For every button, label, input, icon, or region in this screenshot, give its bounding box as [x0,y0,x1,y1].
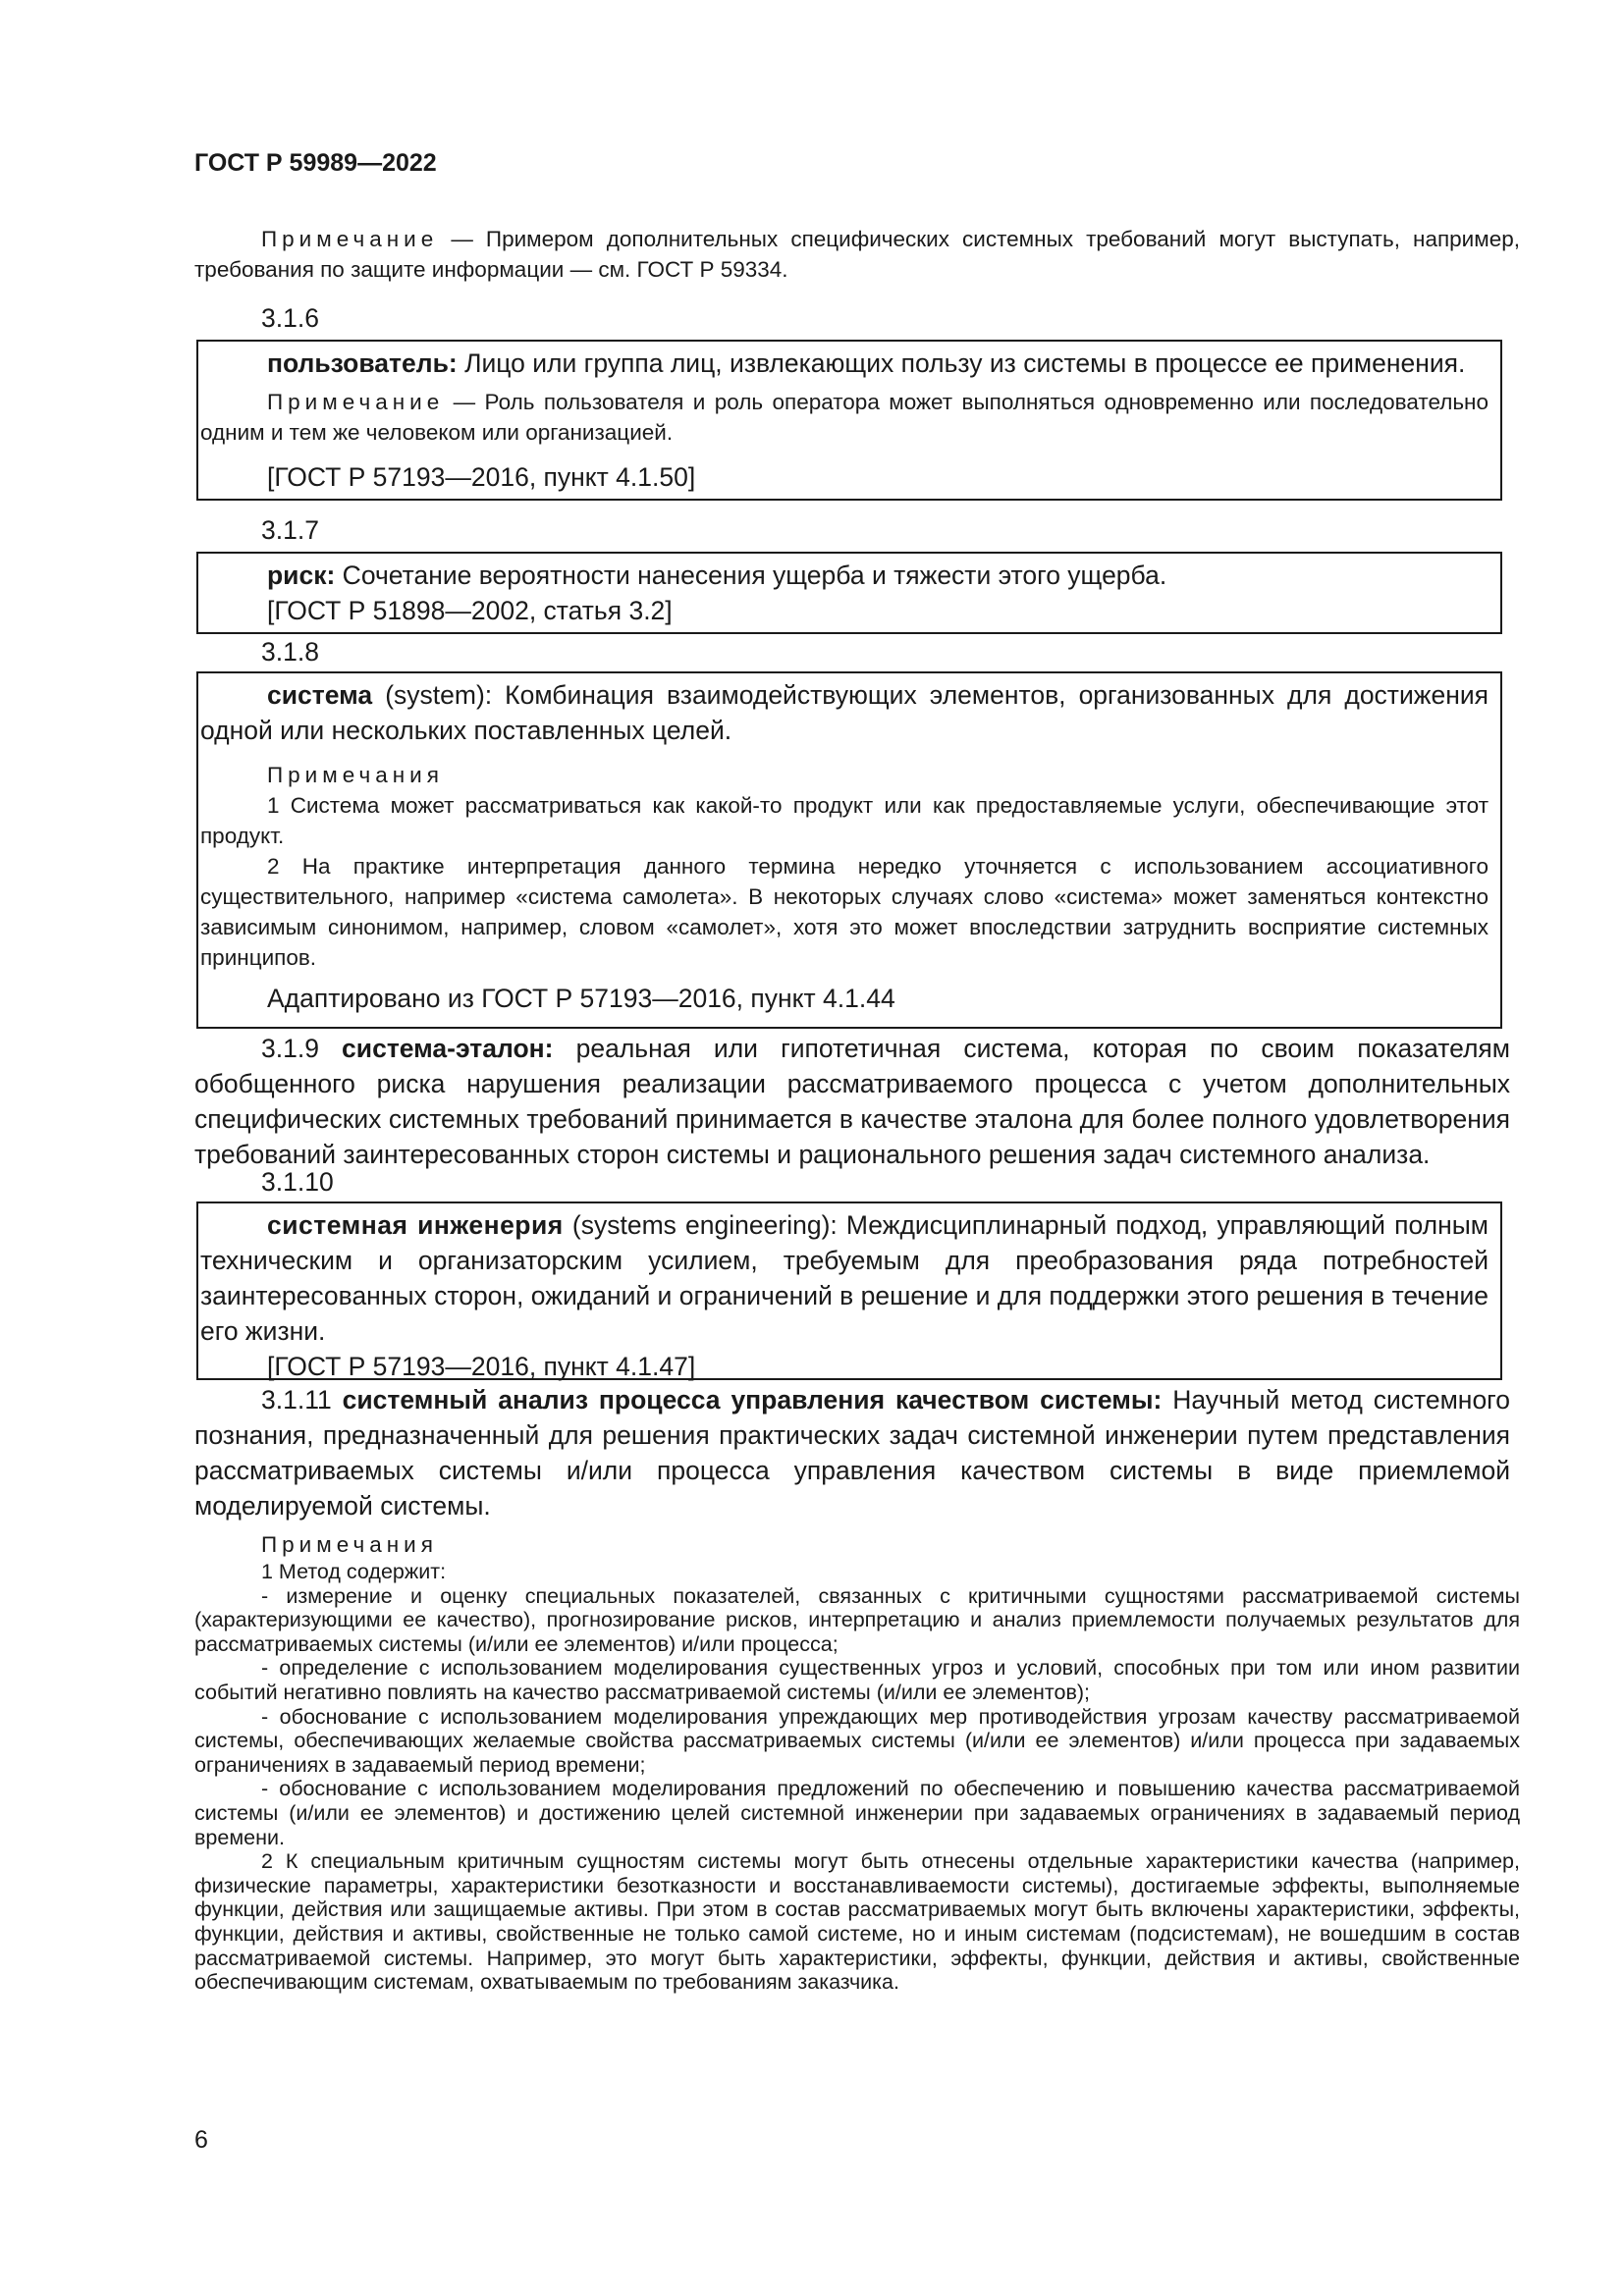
note-1-bullet-1: - измерение и оценку специальных показателей, связанных с критичными сущностями рассматриваемой системы (характеризующими ее качество), прогнозирование рисков, интерпретацию и анализ приемлемости получаемых результатов для рассматриваемых системы (и/или ее элементов) и/или процесса; [194,1583,1520,1656]
term-definition: реальная или гипотетичная система, которая по своим показателям обобщенного риска нарушения реализации рассматриваемого процесса с учетом дополнительных специфических системных требований принимается в качестве эталона для более полного удовлетворения требований заинтересованных сторон системы и рационального решения задач системного анализа. [194,1034,1510,1169]
term-ref-3-1-10: [ГОСТ Р 57193—2016, пункт 4.1.47] [267,1352,696,1381]
note-2: 2 К специальным критичным сущностям системы могут быть отнесены отдельные характеристики качества (например, физические параметры, характеристики безотказности и восстанавливаемости системы), достигаемые эффекты, выполняемые функции, действия или защищаемые активы. При этом в состав рассматриваемых могут быть включены характеристики, эффекты, функции, действия и активы, свойственные не только самой системе, но и иным системам (подсистемам), не вошедшим в состав рассматриваемой системы. Например, это могут быть характеристики, эффекты, функции, действия и активы, свойственные обеспечивающим системам, охватываемым по требованиям заказчика. [194,1849,1520,1995]
page-number: 6 [194,2126,208,2154]
term-title: риск: [267,561,336,590]
note-1-3-1-8: 1 Система может рассматриваться как какой-то продукт или как предоставляемые услуги, обеспечивающие этот продукт. [200,793,1489,848]
note-1-bullet-3: - обоснование с использованием моделирования упреждающих мер противодействия угрозам качеству рассматриваемой системы, обеспечивающих желаемые свойства рассматриваемых системы (и/или ее элементов) и/или процесса при задаваемых ограничениях в задаваемый период времени; [194,1704,1520,1777]
document-header: ГОСТ Р 59989—2022 [194,149,437,177]
term-ref-3-1-7: [ГОСТ Р 51898—2002, статья 3.2] [267,596,673,625]
term-def-3-1-10 [200,1207,1489,1349]
notes-body-3-1-11 [194,1560,1520,1995]
note-2-3-1-8: 2 На практике интерпретация данного термина нередко уточняется с использованием ассоциативного существительного, например «система самолета». В некоторых случаях слово «система» может заменяться контекстно зависимым синонимом, например, словом «самолет», хотя это может впоследствии затруднить восприятие системных принципов. [200,854,1489,970]
note-1-bullet-2: - определение с использованием моделирования существенных угроз и условий, способных при том или ином развитии событий негативно повлиять на качество рассматриваемой системы (и/или ее элементов); [194,1656,1520,1704]
term-def-3-1-7 [200,558,1489,593]
term-number: 3.1.11 [261,1385,343,1415]
term-ref-3-1-6: [ГОСТ Р 57193—2016, пункт 4.1.50] [267,462,696,492]
term-title: системный анализ процесса управления качеством системы: [342,1385,1163,1415]
note-1-bullet-4: - обоснование с использованием моделирования предложений по обеспечению и повышению качества рассматриваемой системы (и/или ее элементов) и достижению целей системной инженерии при задаваемых ограничениях в задаваемый период времени. [194,1777,1520,1849]
term-3-1-11 [194,1382,1510,1523]
term-number-3-1-6: 3.1.6 [261,303,319,333]
term-definition: Научный метод системного познания, предназначенный для решения практических задач системной инженерии путем представления рассматриваемых системы и/или процесса управления качеством системы в виде приемлемой моделируемой системы. [194,1385,1511,1521]
term-box-3-1-8 [196,671,1502,1029]
term-box-3-1-10 [196,1201,1502,1380]
term-ref-3-1-8: Адаптировано из ГОСТ Р 57193—2016, пункт 4.1.44 [267,984,895,1013]
note-top [194,224,1520,285]
term-number: 3.1.9 [261,1034,343,1063]
term-title: система-эталон: [342,1034,554,1063]
note-text: — Роль пользователя и роль оператора может выполняться одновременно или последовательно одним и тем же человеком или организацией. [200,390,1489,445]
term-title: пользователь: [267,348,458,378]
term-def-3-1-6 [200,346,1489,381]
notes-label-3-1-11: Примечания [261,1532,438,1557]
term-box-3-1-6 [196,340,1502,501]
term-definition: (systems engineering): Междисциплинарный подход, управляющий полным техническим и организаторским усилием, требуемым для преобразования ряда потребностей заинтересованных сторон, ожиданий и ограничений в решение и для поддержки этого решения в течение его жизни. [200,1210,1489,1346]
note-top-label: Примечание [261,227,439,251]
note-top-text: — Примером дополнительных специфических системных требований могут выступать, например, требования по защите информации — см. ГОСТ Р 59334. [194,227,1520,282]
term-number-3-1-7: 3.1.7 [261,515,319,545]
term-def-3-1-8 [200,677,1489,748]
notes-3-1-11 [194,1529,1520,1995]
term-box-3-1-7 [196,552,1502,634]
notes-label-3-1-8: Примечания [267,763,444,787]
term-title: системная инженерия [267,1210,564,1240]
term-definition: (system): Комбинация взаимодействующих элементов, организованных для достижения одной или нескольких поставленных целей. [200,680,1489,745]
term-number-3-1-8: 3.1.8 [261,637,319,667]
note-1-intro: 1 Метод содержит: [261,1560,447,1583]
term-3-1-9 [194,1031,1510,1172]
term-definition: Лицо или группа лиц, извлекающих пользу из системы в процессе ее применения. [457,348,1466,378]
term-number-3-1-10: 3.1.10 [261,1167,334,1197]
term-title: система [267,680,373,710]
note-label: Примечание [267,390,445,414]
term-note-3-1-6 [200,387,1489,448]
term-definition: Сочетание вероятности нанесения ущерба и тяжести этого ущерба. [335,561,1167,590]
